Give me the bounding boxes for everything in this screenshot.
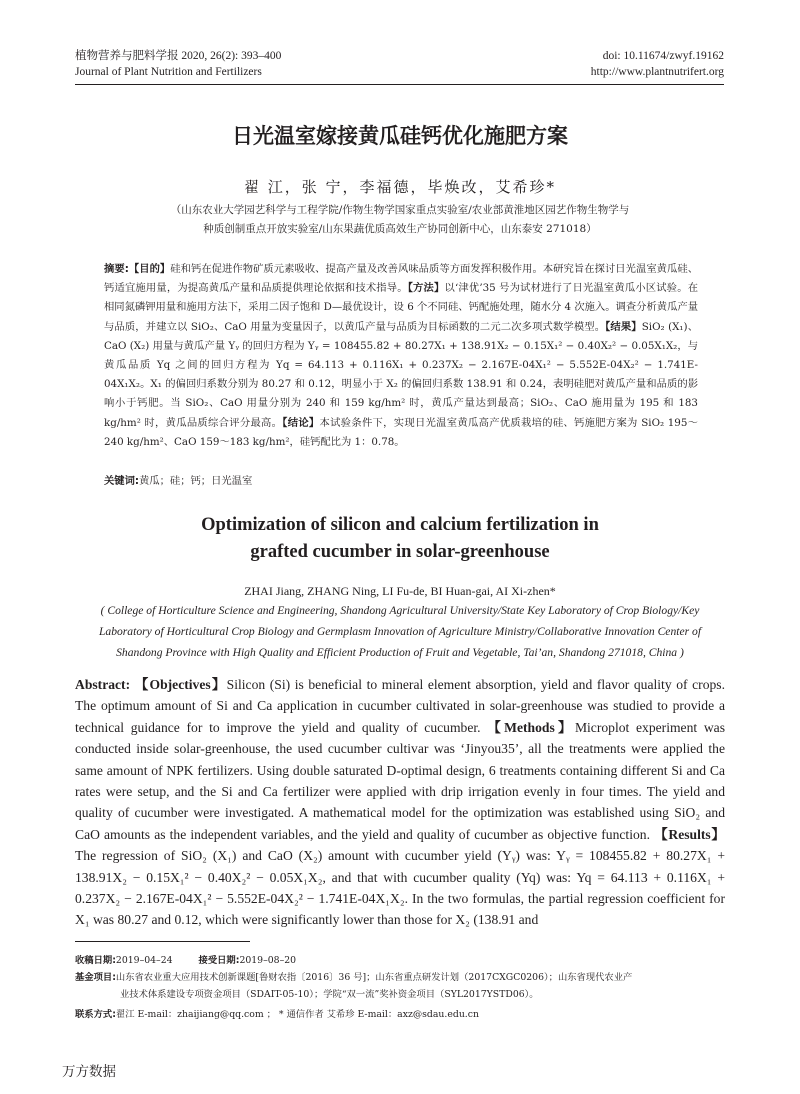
english-abstract (75, 674, 725, 931)
english-affiliation-line: Shandong Province with High Quality and Efficient Production of Fruit and Vegetable, Tai’an, Shandong 271018, China ) (116, 646, 684, 659)
footnote-divider (75, 941, 250, 942)
methods-text: Microplot experiment was conducted inside solar-greenhouse, the used cucumber cultivar was ‘Jinyou35’, all the treatments were applied the same amount of NPK fertilizers. Using double saturated D-optimal design, 6 treatments containing different Si and Ca rates were setup, and the Si and Ca fertilizer were applied with drip irrigation evenly in four times. The yield and quality of cucumber were investigated. A mathematical model for the optimization was established using SiO₂ and CaO amounts as the independent variables, and the yield and quality of cucumber as objective function. (75, 719, 725, 842)
results-text: The regression of SiO₂ (X₁) and CaO (X₂) amount with cucumber yield (Yᵧ) was: Yᵧ = 108455.82 + 80.27X₁ + 138.91X₂ − 0.15X₁² − 0.40X₂² − 0.05X₁X₂, and that with cucumber quality (Yq) was: Yq = 64.113 + 0.116X₁ + 0.237X₂ − 2.167E-04X₁² − 5.552E-04X₂² − 1.741E-04X₁X₂. In the two formulas, the partial regression coefficient for X₁ was 80.27 and 0.12, which were significantly lower than those for X₂ (138.91 and (75, 848, 725, 928)
journal-name-cn: 植物营养与肥料学报 2020, 26(2): 393–400 (75, 50, 282, 62)
funding-label: 基金项目: (75, 972, 116, 983)
methods-text: 以‘津优’35 号为试材进行了日光温室黄瓜小区试验。在相同氮磷钾用量和施用方法下，采用二因子饱和 D—最优设计，设 6 个不同硅、钙配施处理，随水分 4 次施入。调查分析黄瓜产量与品质，并建立以 SiO₂、CaO 用量为变量因子，以黄瓜产量与品质为目标函数的二元二次多项式数学模型。 (104, 282, 698, 333)
abstract-label: 摘要: (104, 263, 129, 275)
chinese-abstract (104, 260, 698, 452)
english-title-line: Optimization of silicon and calcium fertilization in (201, 515, 599, 535)
header-divider (75, 84, 724, 85)
doi: doi: 10.11674/zwyf.19162 (602, 50, 724, 62)
chinese-keywords (104, 472, 252, 487)
chinese-authors: 翟 江，张 宁，李福德，毕焕改，艾希珍* (243, 178, 557, 196)
objectives-text: Silicon (Si) is beneficial to mineral element absorption, yield and flavor quality of crops. The optimum amount of Si and Ca application in cucumber cultivated in solar-greenhouse was studied to provide a technical guidance for to improve the yield and quality of cucumber. (75, 677, 725, 735)
objectives-tag: 【目的】 (128, 263, 171, 275)
results-text: SiO₂ (X₁)、CaO (X₂) 用量与黄瓜产量 Yᵧ 的回归方程为 Yᵧ = 108455.82 + 80.27X₁ + 138.91X₂ − 0.15X₁² − 0.40X₂² − 0.05X₁X₂，与黄瓜品质 Yq 之间的回归方程为 Yq = 64.113 + 0.116X₁ + 0.237X₂ − 2.167E-04X₁² − 5.552E-04X₂² − 1.741E-04X₁X₂。X₁ 的偏回归系数分别为 80.27 和 0.12，明显小于 X₂ 的偏回归系数 138.91 和 0.24，表明硅肥对黄瓜产量和品质的影响小于钙肥。当 SiO₂、CaO 用量分别为 240 和 159 kg/hm² 时，黄瓜产量达到最高；SiO₂、CaO 施用量为 195 和 183 kg/hm² 时，黄瓜品质综合评分最高。 (104, 320, 699, 429)
keywords-label: 关键词: (104, 475, 140, 487)
objectives-text: 硅和钙在促进作物矿质元素吸收、提高产量及改善风味品质等方面发挥积极作用。本研究旨在探讨日光温室黄瓜硅、钙适宜施用量，为提高黄瓜产量和品质提供理论依据和技术指导。 (104, 263, 699, 295)
conclusion-tag: 【结论】 (282, 416, 320, 429)
footnote-funding (75, 969, 730, 1003)
methods-tag: 【Methods】 (487, 719, 575, 735)
english-affiliation-line: ( College of Horticulture Science and Engineering, Shandong Agricultural University/State Key Laboratory of Crop Biology/Key (100, 604, 700, 617)
received-label: 收稿日期: (75, 955, 116, 966)
english-title-line: grafted cucumber in solar-greenhouse (250, 542, 550, 562)
results-tag: 【结果】 (605, 320, 642, 333)
chinese-affiliation-line: 种质创制重点开放实验室/山东果蔬优质高效生产协同创新中心，山东泰安 271018） (203, 223, 597, 235)
methods-tag: 【方法】 (407, 282, 445, 295)
footnote-dates (75, 952, 730, 969)
results-tag: 【Results】 (654, 826, 725, 842)
funding-text-cont: 业技术体系建设专项资金项目（SDAIT-05-10）；学院“双一流”奖补资金项目（SYL2017YSTD06）。 (120, 989, 539, 1000)
contact-text: 翟江 E-mail：zhaijiang@qq.com ； * 通信作者 艾希珍 E-mail：axz@sdau.edu.cn (115, 1009, 479, 1020)
keywords-text: 黄瓜；硅；钙；日光温室 (139, 475, 253, 487)
wanfang-watermark: 万方数据 (62, 1064, 116, 1080)
conclusion-text: 本试验条件下，实现日光温室黄瓜高产优质栽培的硅、钙施肥方案为 SiO₂ 195～240 kg/hm²、CaO 159～183 kg/hm²，硅钙配比为 1：0.78。 (104, 416, 698, 448)
chinese-title: 日光温室嫁接黄瓜硅钙优化施肥方案 (232, 124, 568, 148)
english-authors: ZHAI Jiang, ZHANG Ning, LI Fu-de, BI Huan-gai, AI Xi-zhen* (244, 584, 556, 598)
english-affiliation-line: Laboratory of Horticultural Crop Biology and Germplasm Innovation of Agriculture Ministry/Collaborative Innovation Center of (98, 625, 702, 638)
journal-name-en: Journal of Plant Nutrition and Fertilizers (75, 66, 262, 78)
abstract-label: Abstract: (75, 677, 131, 692)
contact-label: 联系方式: (75, 1009, 116, 1020)
journal-url: http://www.plantnutrifert.org (590, 66, 724, 78)
accepted-date: 2019–08–20 (239, 955, 297, 966)
english-title (0, 512, 800, 566)
funding-text: 山东省农业重大应用技术创新课题[鲁财农指〔2016〕36 号]；山东省重点研发计划（2017CXGC0206）；山东省现代农业产 (115, 972, 633, 983)
footnote-contact (75, 1006, 730, 1023)
chinese-affiliation (120, 201, 680, 239)
english-affiliation (80, 600, 720, 663)
accepted-label: 接受日期: (198, 955, 240, 966)
chinese-affiliation-line: （山东农业大学园艺科学与工程学院/作物生物学国家重点实验室/农业部黄淮地区园艺作物生物学与 (170, 204, 630, 216)
objectives-tag: 【Objectives】 (134, 677, 227, 692)
received-date: 2019–04–24 (115, 955, 173, 966)
